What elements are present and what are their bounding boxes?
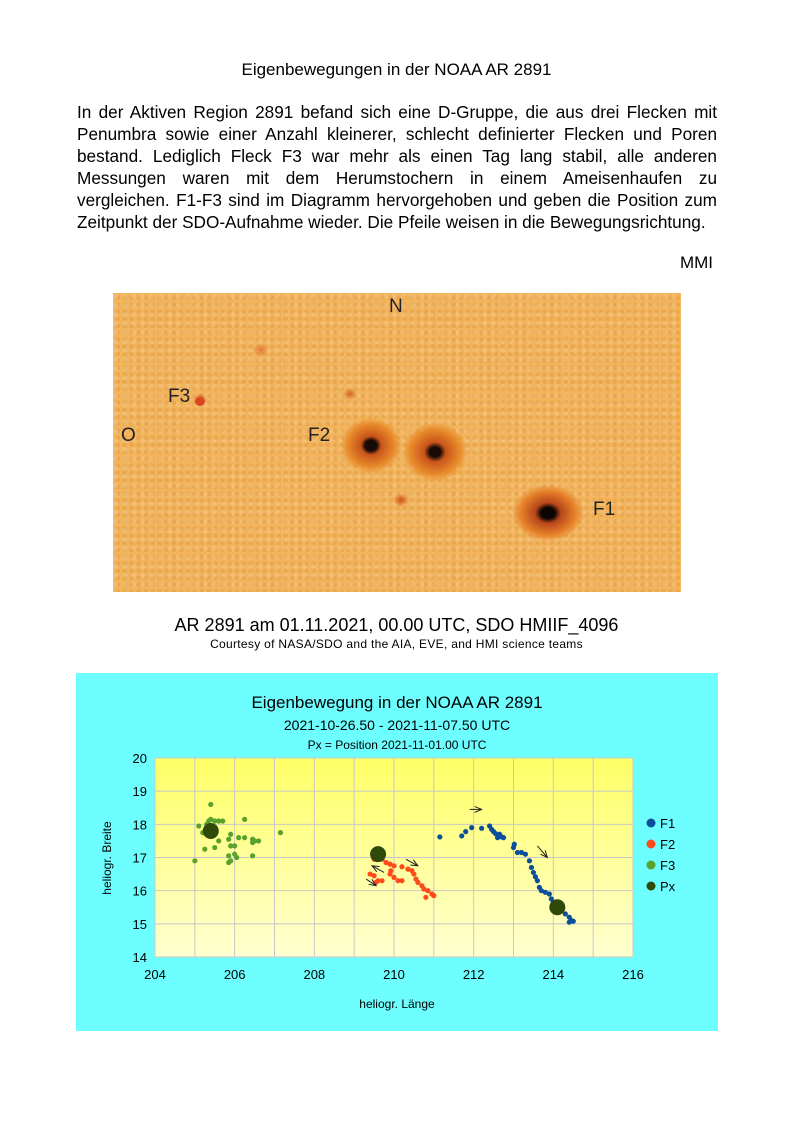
y-tick-label: 14 bbox=[132, 950, 147, 965]
point-f1 bbox=[529, 865, 534, 870]
point-f3 bbox=[232, 843, 237, 848]
point-f1 bbox=[501, 835, 506, 840]
point-f2 bbox=[431, 893, 436, 898]
label-f3: F3 bbox=[168, 386, 191, 407]
point-f3 bbox=[216, 838, 221, 843]
point-f3 bbox=[250, 840, 255, 845]
label-east: O bbox=[121, 425, 136, 446]
point-f1 bbox=[547, 891, 552, 896]
x-tick-label: 208 bbox=[303, 967, 326, 982]
spot-small bbox=[253, 343, 269, 357]
x-tick-label: 214 bbox=[542, 967, 565, 982]
point-f3 bbox=[192, 858, 197, 863]
point-f3 bbox=[236, 835, 241, 840]
x-axis-label: heliogr. Länge bbox=[359, 997, 435, 1011]
point-f2 bbox=[415, 880, 420, 885]
point-px bbox=[549, 899, 565, 915]
label-f1: F1 bbox=[593, 499, 616, 520]
point-f2 bbox=[399, 878, 404, 883]
point-f1 bbox=[479, 826, 484, 831]
image-credit: Courtesy of NASA/SDO and the AIA, EVE, and HMI science teams bbox=[210, 637, 583, 651]
legend-marker-f3 bbox=[647, 861, 656, 870]
x-tick-label: 212 bbox=[462, 967, 485, 982]
chart-container bbox=[76, 673, 718, 1031]
y-tick-label: 19 bbox=[132, 784, 147, 800]
spot-f3 bbox=[195, 397, 205, 406]
label-f2: F2 bbox=[308, 425, 331, 446]
point-f2 bbox=[411, 871, 416, 876]
point-f3 bbox=[212, 845, 217, 850]
y-tick-label: 17 bbox=[132, 850, 147, 866]
point-px bbox=[203, 823, 219, 839]
spot-small bbox=[343, 388, 357, 400]
label-north: N bbox=[389, 296, 403, 317]
point-f3 bbox=[220, 818, 225, 823]
point-f1 bbox=[512, 842, 517, 847]
point-f1 bbox=[469, 825, 474, 830]
point-f3 bbox=[196, 823, 201, 828]
point-f1 bbox=[459, 833, 464, 838]
point-f2 bbox=[399, 864, 404, 869]
y-tick-label: 15 bbox=[132, 916, 147, 932]
author: MMI bbox=[679, 253, 713, 272]
chart-subtitle2: Px = Position 2021-11-01.00 UTC bbox=[307, 738, 487, 752]
point-px bbox=[370, 846, 386, 862]
point-f2 bbox=[425, 888, 430, 893]
point-f1 bbox=[463, 829, 468, 834]
point-f3 bbox=[242, 835, 247, 840]
scatter-chart bbox=[76, 673, 718, 1031]
point-f3 bbox=[250, 853, 255, 858]
legend-label-px: Px bbox=[660, 879, 676, 894]
spot-f1 bbox=[513, 485, 583, 541]
point-f3 bbox=[202, 847, 207, 852]
legend-marker-f2 bbox=[647, 840, 656, 849]
y-axis-label: heliogr. Breite bbox=[100, 821, 114, 895]
point-f1 bbox=[437, 834, 442, 839]
point-f3 bbox=[226, 860, 231, 865]
y-tick-label: 18 bbox=[132, 817, 147, 833]
page-title: Eigenbewegungen in der NOAA AR 2891 bbox=[241, 60, 552, 79]
point-f3 bbox=[278, 830, 283, 835]
point-f3 bbox=[242, 817, 247, 822]
point-f3 bbox=[234, 855, 239, 860]
chart-subtitle: 2021-10-26.50 - 2021-11-07.50 UTC bbox=[283, 717, 511, 733]
point-f1 bbox=[523, 852, 528, 857]
spot-f2 bbox=[341, 418, 401, 473]
spot-small bbox=[393, 493, 409, 507]
legend-marker-px bbox=[647, 882, 656, 891]
y-tick-label: 20 bbox=[132, 751, 147, 766]
point-f2 bbox=[379, 878, 384, 883]
legend-label-f1: F1 bbox=[660, 816, 676, 831]
point-f3 bbox=[256, 838, 261, 843]
point-f1 bbox=[571, 919, 576, 924]
legend-marker-f1 bbox=[647, 819, 656, 828]
legend-label-f2: F2 bbox=[660, 837, 676, 852]
x-tick-label: 204 bbox=[144, 967, 166, 982]
point-f3 bbox=[226, 837, 231, 842]
x-tick-label: 206 bbox=[223, 967, 246, 982]
point-f2 bbox=[388, 868, 393, 873]
point-f2 bbox=[423, 895, 428, 900]
x-tick-label: 216 bbox=[622, 967, 644, 982]
y-tick-label: 16 bbox=[132, 883, 147, 899]
point-f2 bbox=[391, 863, 396, 868]
body-paragraph: In der Aktiven Region 2891 befand sich eine D-Gruppe, die aus drei Flecken mit Penumbra sowie einer Anzahl kleinerer, schlecht definierter Flecken und Poren bestand. Lediglich Fleck F3 war mehr als einen Tag lang stabil, alle anderen Messungen waren mit dem Herumstochern in einem Ameisenhaufen zu vergleichen. F1-F3 sind im Diagramm hervorgehoben und geben die Position zum Zeitpunkt der SDO-Aufnahme wieder. Die Pfeile weisen in die Bewegungsrichtung. bbox=[77, 102, 717, 232]
sunspot-image bbox=[113, 293, 681, 592]
point-f2 bbox=[371, 873, 376, 878]
point-f3 bbox=[226, 853, 231, 858]
chart-title: Eigenbewegung in der NOAA AR 2891 bbox=[251, 693, 543, 712]
point-f3 bbox=[228, 832, 233, 837]
x-tick-label: 210 bbox=[383, 967, 405, 982]
point-f1 bbox=[535, 878, 540, 883]
image-caption: AR 2891 am 01.11.2021, 00.00 UTC, SDO HMIIF_4096 bbox=[174, 615, 619, 635]
point-f1 bbox=[527, 858, 532, 863]
spot-f2b bbox=[403, 423, 467, 481]
legend-label-f3: F3 bbox=[660, 858, 676, 873]
point-f2 bbox=[391, 875, 396, 880]
point-f3 bbox=[208, 802, 213, 807]
